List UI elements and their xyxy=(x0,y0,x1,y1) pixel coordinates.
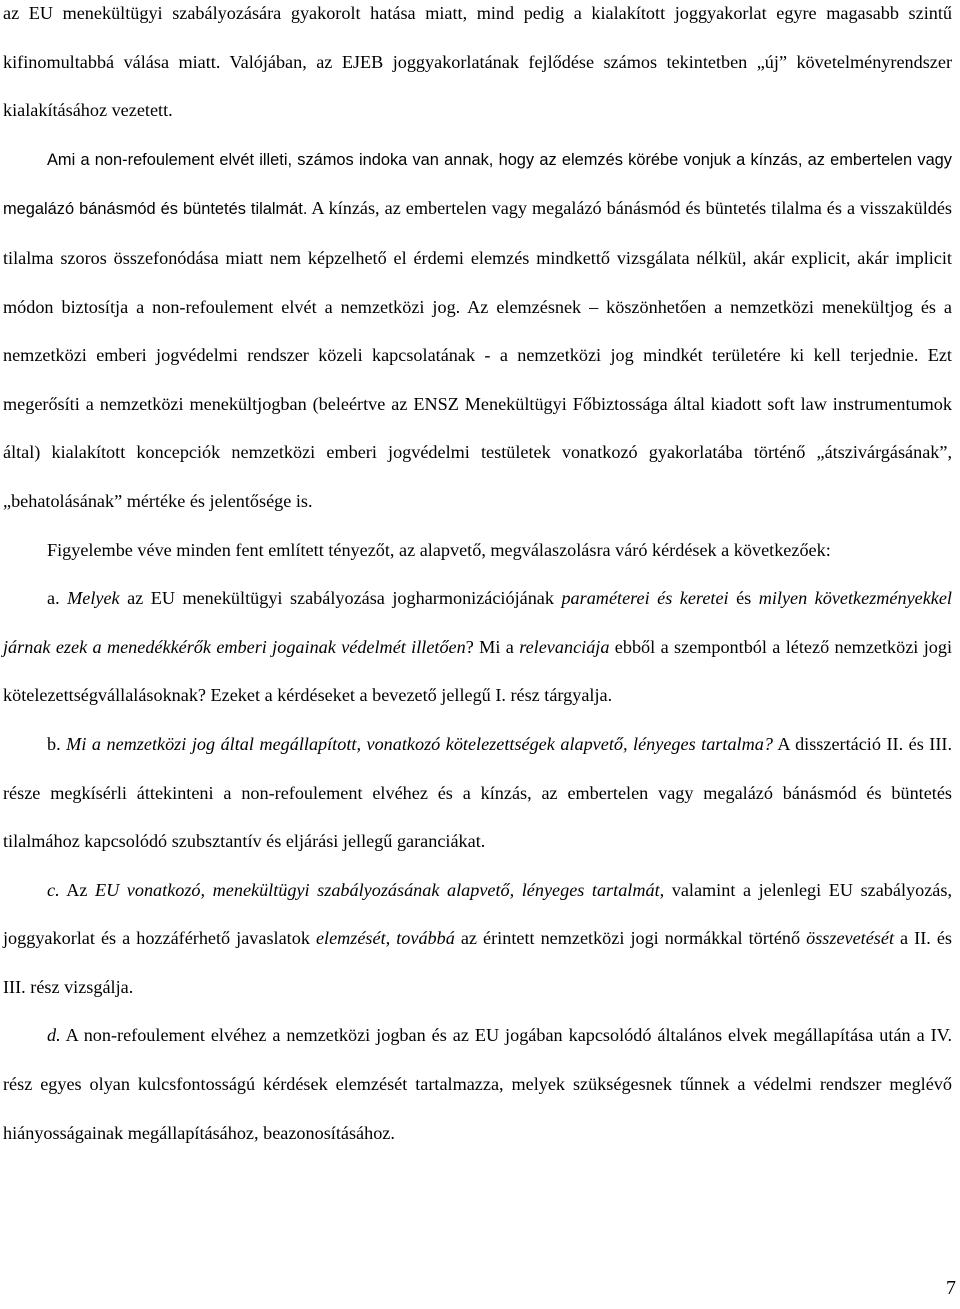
list-item-label: a. xyxy=(47,588,60,609)
list-item-label: b. xyxy=(47,733,61,754)
emphasis-text: relevanciája xyxy=(519,636,610,657)
list-item-label: c. xyxy=(47,879,60,900)
emphasis-text: EU vonatkozó, menekültügyi szabályozásának alapvető, lényeges tartalmát, xyxy=(94,879,665,900)
text-run: Az xyxy=(59,879,95,900)
text-run: ebből a szempontból a létező nemzetközi jogi kötelezettségvállalásoknak? Ezeket a kérdéseket a bevezető jellegű I. rész tárgyalja. xyxy=(3,636,952,706)
paragraph-continuation: az EU menekültügyi szabályozására gyakorolt hatása miatt, mind pedig a kialakított joggyakorlat egyre magasabb szintű kifinomultabbá válása miatt. Valójában, az EJEB joggyakorlatának fejlődése számos tekintetben „új” követelményrendszer kialakításához vezetett. xyxy=(3,3,952,121)
page-number: 7 xyxy=(946,1277,956,1299)
paragraph-questions-intro: Figyelembe véve minden fent említett tényezőt, az alapvető, megválaszolásra váró kérdések a következőek: xyxy=(47,539,831,560)
text-run: ? Mi a xyxy=(465,636,520,657)
text-run: az érintett nemzetközi jogi normákkal történő xyxy=(454,928,807,949)
text-run: a II. és III. rész vizsgálja. xyxy=(3,928,952,997)
emphasis-text: Mi a nemzetközi jog által megállapított, vonatkozó kötelezettségek alapvető, lényeges tartalma? xyxy=(66,733,773,754)
text-run: A non-refoulement elvéhez a nemzetközi jogban és az EU jogában kapcsolódó általános elvek megállapítása után a IV. rész egyes olyan kulcsfontosságú kérdések elemzését tartalmazza, melyek szükségesnek tűnnek a védelmi rendszer meglévő hiányosságainak megállapításához, beazonosításához. xyxy=(3,1025,952,1143)
emphasis-text: Melyek xyxy=(67,588,120,609)
text-run: és xyxy=(728,588,759,609)
list-item-b xyxy=(0,720,952,866)
text-run: valamint a jelenlegi EU szabályozás, joggyakorlat és a hozzáférhető javaslatok xyxy=(3,879,952,949)
list-item-a xyxy=(0,574,952,720)
paragraph-lead-sentence: Ami a non-refoulement elvét illeti, számos indoka van annak, hogy az elemzés körébe vonjuk a kínzás, az embertelen vagy megalázó bánásmód és büntetés tilalmát. xyxy=(3,150,952,219)
text-run xyxy=(60,588,67,608)
paragraph-non-refoulement xyxy=(0,135,952,526)
emphasis-text: elemzését, továbbá xyxy=(315,928,455,949)
text-run: az EU menekültügyi szabályozása jogharmonizációjának xyxy=(119,588,562,609)
emphasis-text: milyen következményekkel járnak ezek a menedékkérők emberi jogainak védelmét illetően xyxy=(3,588,952,657)
emphasis-text: paraméterei és keretei xyxy=(561,588,729,609)
paragraph-body: A kínzás, az embertelen vagy megalázó bánásmód és büntetés tilalma és a visszaküldés tilalma szoros összefonódása miatt nem képzelhető el érdemi elemzés mindkettő vizsgálata nélkül, akár explicit, akár implicit módon biztosítja a non-refoulement elvét a nemzetközi jog. Az elemzésnek – köszönhetően a nemzetközi menekültjog és a nemzetközi emberi jogvédelmi rendszer közeli kapcsolatának - a nemzetközi jog mindkét területére ki kell terjednie. Ezt megerősíti a nemzetközi menekültjogban (beleértve az ENSZ Menekültügyi Főbiztossága által kiadott soft law instrumentumok által) kialakított koncepciók nemzetközi emberi jogvédelmi testületek vonatkozó gyakorlatába történő „átszivárgásának”, „behatolásának” mértéke és jelentősége is. xyxy=(3,198,952,511)
text-run: A disszertáció II. és III. része megkísérli áttekinteni a non-refoulement elvéhez és a kínzás, az embertelen vagy megalázó bánásmód és büntetés tilalmához kapcsolódó szubsztantív és eljárási jellegű garanciákat. xyxy=(3,733,953,852)
list-item-c xyxy=(0,866,952,1012)
list-item-d xyxy=(0,1011,952,1157)
list-item-label: d. xyxy=(47,1025,61,1046)
emphasis-text: összevetését xyxy=(806,928,894,949)
